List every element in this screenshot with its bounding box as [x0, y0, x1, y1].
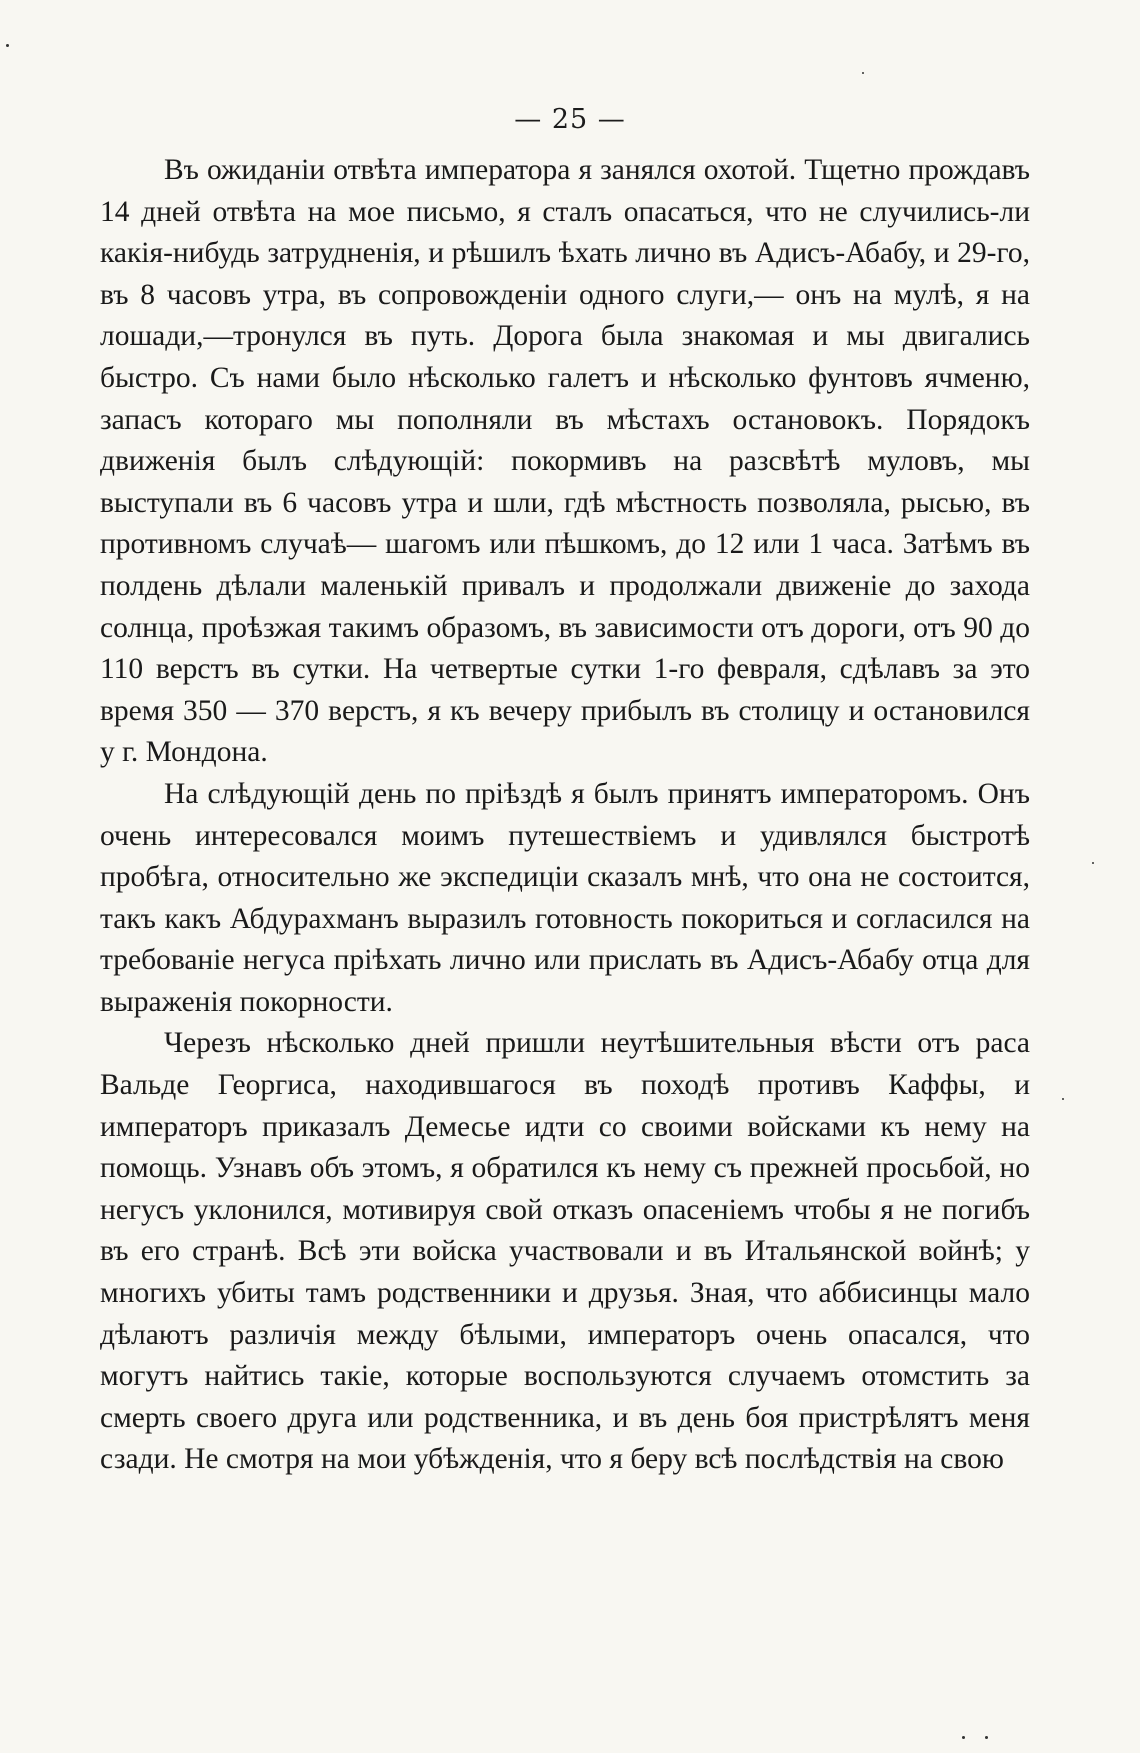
- page-body: [100, 150, 1030, 1481]
- scan-speck: [1092, 862, 1094, 864]
- scan-speck: [862, 72, 864, 74]
- paragraph-1: Въ ожиданіи отвѣта императора я занялся охотой. Тщетно прождавъ 14 дней отвѣта на мое письмо, я сталъ опасаться, что не случились-ли какія-нибудь затрудненія, и рѣшилъ ѣхать лично въ Адисъ-Абабу, и 29-го, въ 8 часовъ утра, въ сопровожденіи одного слуги,— онъ на мулѣ, я на лошади,—тронулся въ путь. Дорога была знакомая и мы двигались быстро. Съ нами было нѣсколько галетъ и нѣсколько фунтовъ ячменю, запасъ котораго мы пополняли въ мѣстахъ остановокъ. Порядокъ движенія былъ слѣдующій: покормивъ на разсвѣтѣ муловъ, мы выступали въ 6 часовъ утра и шли, гдѣ мѣстность позволяла, рысью, въ противномъ случаѣ— шагомъ или пѣшкомъ, до 12 или 1 часа. Затѣмъ въ полдень дѣлали маленькій привалъ и продолжали движеніе до захода солнца, проѣзжая такимъ образомъ, въ зависимости отъ дороги, отъ 90 до 110 верстъ въ сутки. На четвертые сутки 1-го февраля, сдѣлавъ за это время 350 — 370 верстъ, я къ вечеру прибылъ въ столицу и остановился у г. Мондона.: [100, 154, 1030, 769]
- scan-speck: [6, 44, 9, 47]
- scan-speck: [1062, 1098, 1064, 1100]
- scan-speck: [962, 1736, 965, 1739]
- scan-speck: [985, 1736, 988, 1739]
- paragraph-2: На слѣдующій день по пріѣздѣ я былъ принятъ императоромъ. Онъ очень интересовался моимъ путешествіемъ и удивлялся быстротѣ пробѣга, относительно же экспедиціи сказалъ мнѣ, что она не состоится, такъ какъ Абдурахманъ выразилъ готовность покориться и согласился на требованіе негуса пріѣхать лично или прислать въ Адисъ-Абабу отца для выраженія покорности.: [100, 777, 1030, 1018]
- page-number: — 25 —: [514, 104, 626, 135]
- paragraph-3: Черезъ нѣсколько дней пришли неутѣшительныя вѣсти отъ раса Вальде Георгиса, находившагося въ походѣ противъ Каффы, и императоръ приказалъ Демесье идти со своими войсками къ нему на помощь. Узнавъ объ этомъ, я обратился къ нему съ прежней просьбой, но негусъ уклонился, мотивируя свой отказъ опасеніемъ чтобы я не погибъ въ его странѣ. Всѣ эти войска участвовали и въ Итальянской войнѣ; у многихъ убиты тамъ родственники и друзья. Зная, что аббисинцы мало дѣлаютъ различія между бѣлыми, императоръ очень опасался, что могутъ найтись такіе, которые воспользуются случаемъ отомстить за смерть своего друга или родственника, и въ день боя пристрѣлятъ меня сзади. Не смотря на мои убѣжденія, что я беру всѣ послѣдствія на свою: [100, 1027, 1030, 1476]
